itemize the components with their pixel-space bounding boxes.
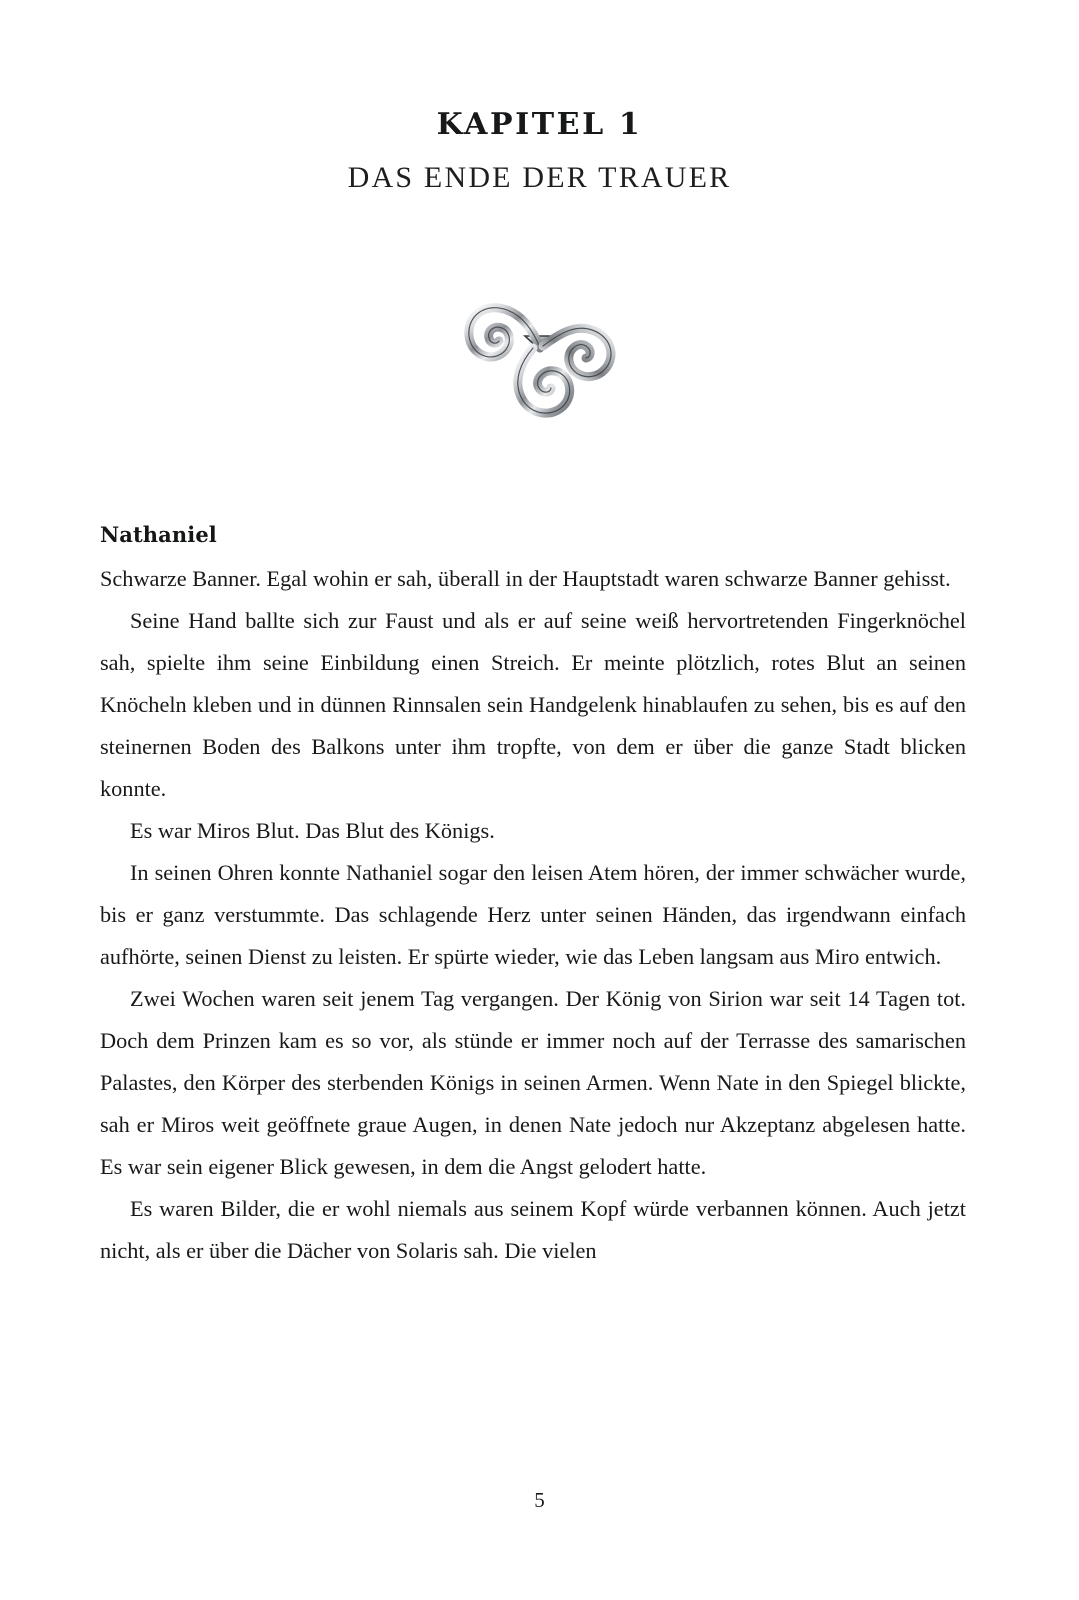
triskelion-ornament xyxy=(455,258,625,430)
chapter-heading xyxy=(0,108,1079,195)
page-number: 5 xyxy=(534,1488,545,1512)
paragraph: Zwei Wochen waren seit jenem Tag vergangen. Der König von Sirion war seit 14 Tagen tot. Doch dem Prinzen kam es so vor, als stünde er immer noch auf der Terrasse des samarischen Palastes, den Körper des sterbenden Königs in seinen Armen. Wenn Nate in den Spiegel blickte, sah er Miros weit geöffnete graue Augen, in denen Nate jedoch nur Akzeptanz abgelesen hatte. Es war sein eigener Blick gewesen, in dem die Angst gelodert hatte. xyxy=(100,986,966,1179)
chapter-title: DAS ENDE DER TRAUER xyxy=(347,160,732,194)
paragraph: In seinen Ohren konnte Nathaniel sogar den leisen Atem hören, der immer schwächer wurde, bis er ganz verstummte. Das schlagende Herz unter seinen Händen, das irgendwann einfach aufhörte, seinen Dienst zu leisten. Er spürte wieder, wie das Leben langsam aus Miro entwich. xyxy=(100,860,966,969)
paragraph: Es war Miros Blut. Das Blut des Königs. xyxy=(130,818,495,843)
chapter-number: KAPITEL 1 xyxy=(436,107,643,142)
paragraph: Seine Hand ballte sich zur Faust und als er auf seine weiß hervortretenden Fingerknöchel sah, spielte ihm seine Einbildung einen Streich. Er meinte plötzlich, rotes Blut an seinen Knöcheln kleben und in dünnen Rinnsalen sein Handgelenk hinablaufen zu sehen, bis es auf den steinernen Boden des Balkons unter ihm tropfte, von dem er über die ganze Stadt blicken konnte. xyxy=(100,608,966,801)
paragraph: Schwarze Banner. Egal wohin er sah, überall in der Hauptstadt waren schwarze Banner gehisst. xyxy=(100,566,951,591)
paragraph: Es waren Bilder, die er wohl niemals aus seinem Kopf würde verbannen können. Auch jetzt nicht, als er über die Dächer von Solaris sah. Die vielen xyxy=(100,1196,966,1263)
chapter-body xyxy=(100,520,966,1272)
pov-speaker-label: Nathaniel xyxy=(100,522,217,547)
